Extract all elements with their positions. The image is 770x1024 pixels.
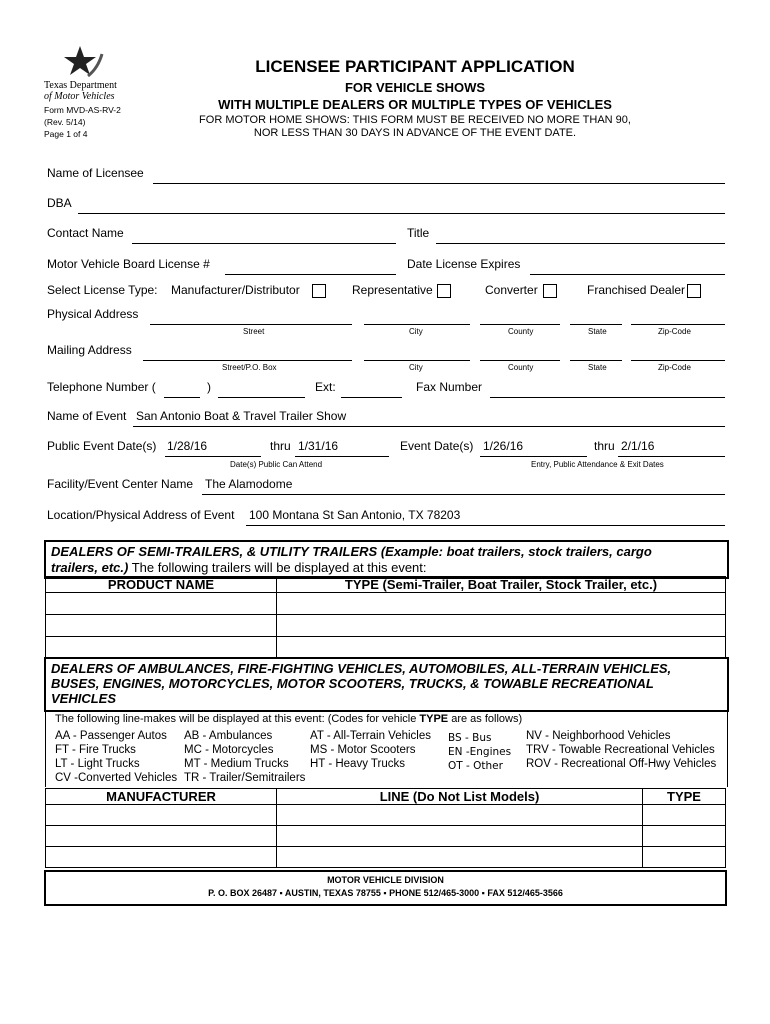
col-manufacturer: MANUFACTURER bbox=[46, 789, 277, 805]
event-to-field bbox=[618, 456, 725, 457]
public-from-field bbox=[165, 456, 261, 457]
title-field[interactable] bbox=[436, 243, 725, 244]
title-label: Title bbox=[407, 226, 430, 240]
type-manufacturer-label: Manufacturer/Distributor bbox=[171, 283, 300, 297]
fax-field[interactable] bbox=[490, 397, 725, 398]
codes-col-4: BS - Bus EN -Engines OT - Other bbox=[448, 732, 512, 772]
codes-col-1: AA - Passenger Autos FT - Fire Trucks LT - Light Trucks CV -Converted Vehicles bbox=[55, 730, 178, 784]
line-cell[interactable] bbox=[277, 847, 643, 868]
manufacturer-cell[interactable] bbox=[46, 826, 277, 847]
location-value[interactable]: 100 Montana St San Antonio, TX 78203 bbox=[249, 508, 461, 522]
thru-label-1: thru bbox=[270, 439, 291, 453]
agency-name: Texas Department of Motor Vehicles bbox=[44, 80, 117, 102]
table-row bbox=[46, 615, 726, 637]
products-table bbox=[45, 576, 726, 659]
physical-street-field[interactable] bbox=[150, 324, 352, 325]
type-cell[interactable] bbox=[277, 593, 726, 615]
board-license-label: Motor Vehicle Board License # bbox=[47, 257, 210, 271]
type-code-cell[interactable] bbox=[643, 826, 726, 847]
facility-value[interactable]: The Alamodome bbox=[205, 477, 293, 491]
event-name-label: Name of Event bbox=[47, 409, 127, 423]
public-from-value[interactable]: 1/28/16 bbox=[167, 439, 208, 453]
ext-label: Ext: bbox=[315, 380, 336, 394]
physical-address-label: Physical Address bbox=[47, 307, 139, 321]
area-code-field[interactable] bbox=[164, 397, 200, 398]
ext-field[interactable] bbox=[341, 397, 402, 398]
mailing-county-field[interactable] bbox=[480, 360, 560, 361]
state-caption-2: State bbox=[588, 363, 607, 372]
type-franchised-label: Franchised Dealer bbox=[587, 283, 686, 297]
facility-field bbox=[202, 494, 725, 495]
event-name-field bbox=[133, 426, 725, 427]
col-line: LINE (Do Not List Models) bbox=[277, 789, 643, 805]
line-cell[interactable] bbox=[277, 826, 643, 847]
state-caption: State bbox=[588, 327, 607, 336]
codes-col-5: NV - Neighborhood Vehicles TRV - Towable Recreational Vehicles ROV - Recreational Off-Hwy Vehicles bbox=[526, 730, 717, 770]
col-product-name: PRODUCT NAME bbox=[46, 577, 277, 593]
board-license-field[interactable] bbox=[225, 274, 396, 275]
manufacturer-cell[interactable] bbox=[46, 847, 277, 868]
page-title: LICENSEE PARTICIPANT APPLICATION bbox=[255, 57, 575, 76]
fax-label: Fax Number bbox=[416, 380, 483, 394]
converter-checkbox[interactable] bbox=[543, 284, 557, 298]
franchised-checkbox[interactable] bbox=[687, 284, 701, 298]
county-caption-2: County bbox=[508, 363, 534, 372]
contact-label: Contact Name bbox=[47, 226, 124, 240]
licensee-field[interactable] bbox=[153, 183, 725, 184]
type-cell[interactable] bbox=[277, 637, 726, 659]
physical-city-field[interactable] bbox=[364, 324, 470, 325]
txdmv-star-logo bbox=[58, 44, 108, 84]
expires-label: Date License Expires bbox=[407, 257, 521, 271]
public-dates-caption: Date(s) Public Can Attend bbox=[230, 460, 323, 469]
dba-field[interactable] bbox=[78, 213, 725, 214]
mailing-city-field[interactable] bbox=[364, 360, 470, 361]
table-row bbox=[46, 593, 726, 615]
zip-caption-2: Zip-Code bbox=[658, 363, 691, 372]
facility-label: Facility/Event Center Name bbox=[47, 477, 194, 491]
thru-label-2: thru bbox=[594, 439, 615, 453]
event-dates-label: Event Date(s) bbox=[400, 439, 474, 453]
table-row bbox=[46, 637, 726, 659]
event-from-field bbox=[480, 456, 587, 457]
phone-label: Telephone Number ( bbox=[47, 380, 156, 394]
street-po-caption: Street/P.O. Box bbox=[222, 363, 277, 372]
dba-label: DBA bbox=[47, 196, 72, 210]
contact-field[interactable] bbox=[132, 243, 396, 244]
physical-state-field[interactable] bbox=[570, 324, 622, 325]
license-type-label: Select License Type: bbox=[47, 283, 158, 297]
section1-heading: DEALERS OF SEMI-TRAILERS, & UTILITY TRAILERS (Example: boat trailers, stock trailers, cargo trailers, etc.) The following trailers will be displayed at this event: bbox=[51, 544, 652, 575]
mailing-address-label: Mailing Address bbox=[47, 343, 132, 357]
form-header: LICENSEE PARTICIPANT APPLICATION FOR VEHICLE SHOWS WITH MULTIPLE DEALERS OR MULTIPLE TYPES OF VEHICLES FOR MOTOR HOME SHOWS: THIS FORM MUST BE RECEIVED NO MORE THAN 90, NOR LESS THAN 30 DAYS IN ADVANCE OF THE EVENT DATE. bbox=[160, 57, 670, 139]
mailing-state-field[interactable] bbox=[570, 360, 622, 361]
table-row bbox=[46, 805, 726, 826]
city-caption: City bbox=[409, 327, 423, 336]
phone-paren: ) bbox=[207, 380, 211, 394]
public-to-value[interactable]: 1/31/16 bbox=[298, 439, 339, 453]
zip-caption: Zip-Code bbox=[658, 327, 691, 336]
licensee-label: Name of Licensee bbox=[47, 166, 144, 180]
type-code-cell[interactable] bbox=[643, 847, 726, 868]
physical-zip-field[interactable] bbox=[631, 324, 725, 325]
table-row bbox=[46, 847, 726, 868]
street-caption: Street bbox=[243, 327, 265, 336]
col-type: TYPE bbox=[643, 789, 726, 805]
line-makes-table bbox=[45, 788, 726, 868]
type-code-cell[interactable] bbox=[643, 805, 726, 826]
codes-col-2: AB - Ambulances MC - Motorcycles MT - Medium Trucks TR - Trailer/Semitrailers bbox=[184, 730, 306, 784]
phone-field[interactable] bbox=[218, 397, 305, 398]
product-cell[interactable] bbox=[46, 637, 277, 659]
table-row bbox=[46, 826, 726, 847]
location-label: Location/Physical Address of Event bbox=[47, 508, 235, 522]
representative-checkbox[interactable] bbox=[437, 284, 451, 298]
public-to-field bbox=[295, 456, 389, 457]
type-cell[interactable] bbox=[277, 615, 726, 637]
footer-address: P. O. BOX 26487 ▪ AUSTIN, TEXAS 78755 ▪ PHONE 512/465-3000 ▪ FAX 512/465-3566 bbox=[208, 888, 563, 898]
public-dates-label: Public Event Date(s) bbox=[47, 439, 157, 453]
type-converter-label: Converter bbox=[485, 283, 538, 297]
section2-heading: DEALERS OF AMBULANCES, FIRE-FIGHTING VEHICLES, AUTOMOBILES, ALL-TERRAIN VEHICLES, BUSES, ENGINES, MOTORCYCLES, MOTOR SCOOTERS, TRUCKS, & TOWABLE RECREATIONAL VEHICLES bbox=[51, 661, 672, 706]
product-cell[interactable] bbox=[46, 615, 277, 637]
location-field bbox=[246, 525, 725, 526]
footer bbox=[45, 874, 726, 900]
physical-county-field[interactable] bbox=[480, 324, 560, 325]
event-name-value[interactable]: San Antonio Boat & Travel Trailer Show bbox=[136, 409, 347, 423]
county-caption: County bbox=[508, 327, 534, 336]
mailing-zip-field[interactable] bbox=[631, 360, 725, 361]
manufacturer-checkbox[interactable] bbox=[312, 284, 326, 298]
codes-col-3: AT - All-Terrain Vehicles MS - Motor Scooters HT - Heavy Trucks bbox=[310, 730, 432, 770]
event-from-value[interactable]: 1/26/16 bbox=[483, 439, 524, 453]
type-representative-label: Representative bbox=[352, 283, 433, 297]
event-dates-caption: Entry, Public Attendance & Exit Dates bbox=[531, 460, 664, 469]
line-cell[interactable] bbox=[277, 805, 643, 826]
product-cell[interactable] bbox=[46, 593, 277, 615]
event-to-value[interactable]: 2/1/16 bbox=[621, 439, 655, 453]
footer-division: MOTOR VEHICLE DIVISION bbox=[327, 875, 444, 885]
city-caption-2: City bbox=[409, 363, 423, 372]
codes-intro: The following line-makes will be displayed at this event: (Codes for vehicle TYPE are as follows) bbox=[55, 713, 523, 725]
form-meta: Form MVD-AS-RV-2 (Rev. 5/14) Page 1 of 4 bbox=[44, 105, 121, 139]
manufacturer-cell[interactable] bbox=[46, 805, 277, 826]
expires-field[interactable] bbox=[530, 274, 725, 275]
col-trailer-type: TYPE (Semi-Trailer, Boat Trailer, Stock Trailer, etc.) bbox=[277, 577, 726, 593]
mailing-street-field[interactable] bbox=[143, 360, 352, 361]
